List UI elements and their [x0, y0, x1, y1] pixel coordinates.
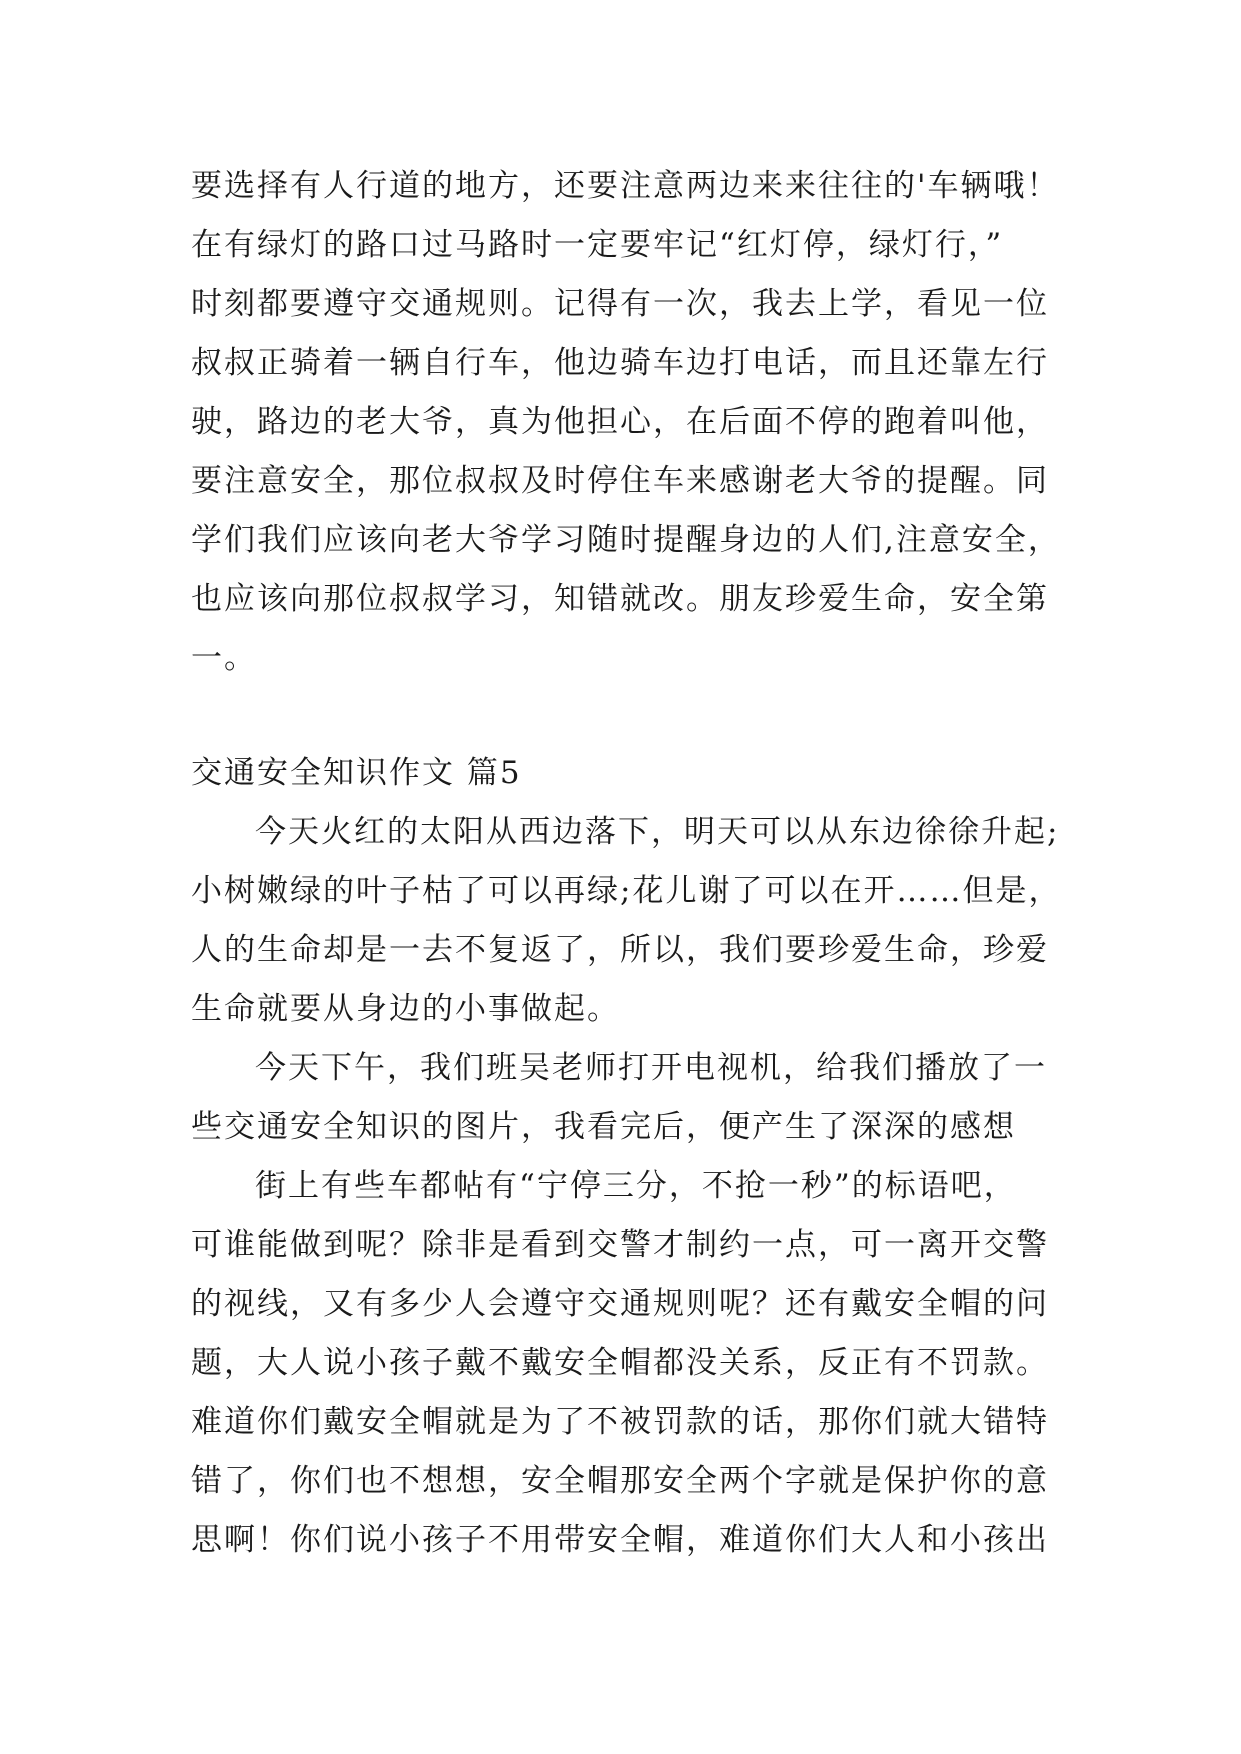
- text-line: 小树嫩绿的叶子枯了可以再绿;花儿谢了可以在开……但是，: [191, 873, 1062, 909]
- section-heading: 交通安全知识作文 篇5: [191, 755, 522, 791]
- paragraph-first-line: 今天下午，我们班吴老师打开电视机，给我们播放了一: [255, 1050, 1047, 1086]
- paragraph-first-line: 今天火红的太阳从西边落下，明天可以从东边徐徐升起;: [255, 814, 1060, 850]
- text-line: 驶，路边的老大爷，真为他担心，在后面不停的跑着叫他，: [191, 404, 1049, 440]
- text-line: 错了，你们也不想想，安全帽那安全两个字就是保护你的意: [191, 1463, 1049, 1499]
- text-line: 要注意安全，那位叔叔及时停住车来感谢老大爷的提醒。同: [191, 463, 1049, 499]
- text-line: 思啊！你们说小孩子不用带安全帽，难道你们大人和小孩出: [191, 1522, 1049, 1558]
- text-line: 题，大人说小孩子戴不戴安全帽都没关系，反正有不罚款。: [191, 1345, 1049, 1381]
- text-line: 一。: [191, 640, 257, 676]
- text-line: 叔叔正骑着一辆自行车，他边骑车边打电话，而且还靠左行: [191, 345, 1049, 381]
- text-line: 要选择有人行道的地方，还要注意两边来来往往的'车辆哦！: [191, 168, 1060, 204]
- text-line: 学们我们应该向老大爷学习随时提醒身边的人们,注意安全，: [191, 522, 1061, 558]
- text-line: 可谁能做到呢？除非是看到交警才制约一点，可一离开交警: [191, 1227, 1049, 1263]
- text-line: 些交通安全知识的图片，我看完后，便产生了深深的感想: [191, 1109, 1016, 1145]
- text-line: 难道你们戴安全帽就是为了不被罚款的话，那你们就大错特: [191, 1404, 1049, 1440]
- text-line: 也应该向那位叔叔学习，知错就改。朋友珍爱生命，安全第: [191, 581, 1049, 617]
- text-line: 人的生命却是一去不复返了，所以，我们要珍爱生命，珍爱: [191, 932, 1049, 968]
- paragraph-first-line: 街上有些车都帖有“宁停三分，不抢一秒”的标语吧，: [255, 1168, 1017, 1204]
- text-line: 在有绿灯的路口过马路时一定要牢记“红灯停，绿灯行，”: [191, 227, 1004, 263]
- text-line: 时刻都要遵守交通规则。记得有一次，我去上学，看见一位: [191, 286, 1049, 322]
- text-line: 的视线，又有多少人会遵守交通规则呢？还有戴安全帽的问: [191, 1286, 1049, 1322]
- text-line: 生命就要从身边的小事做起。: [191, 991, 620, 1027]
